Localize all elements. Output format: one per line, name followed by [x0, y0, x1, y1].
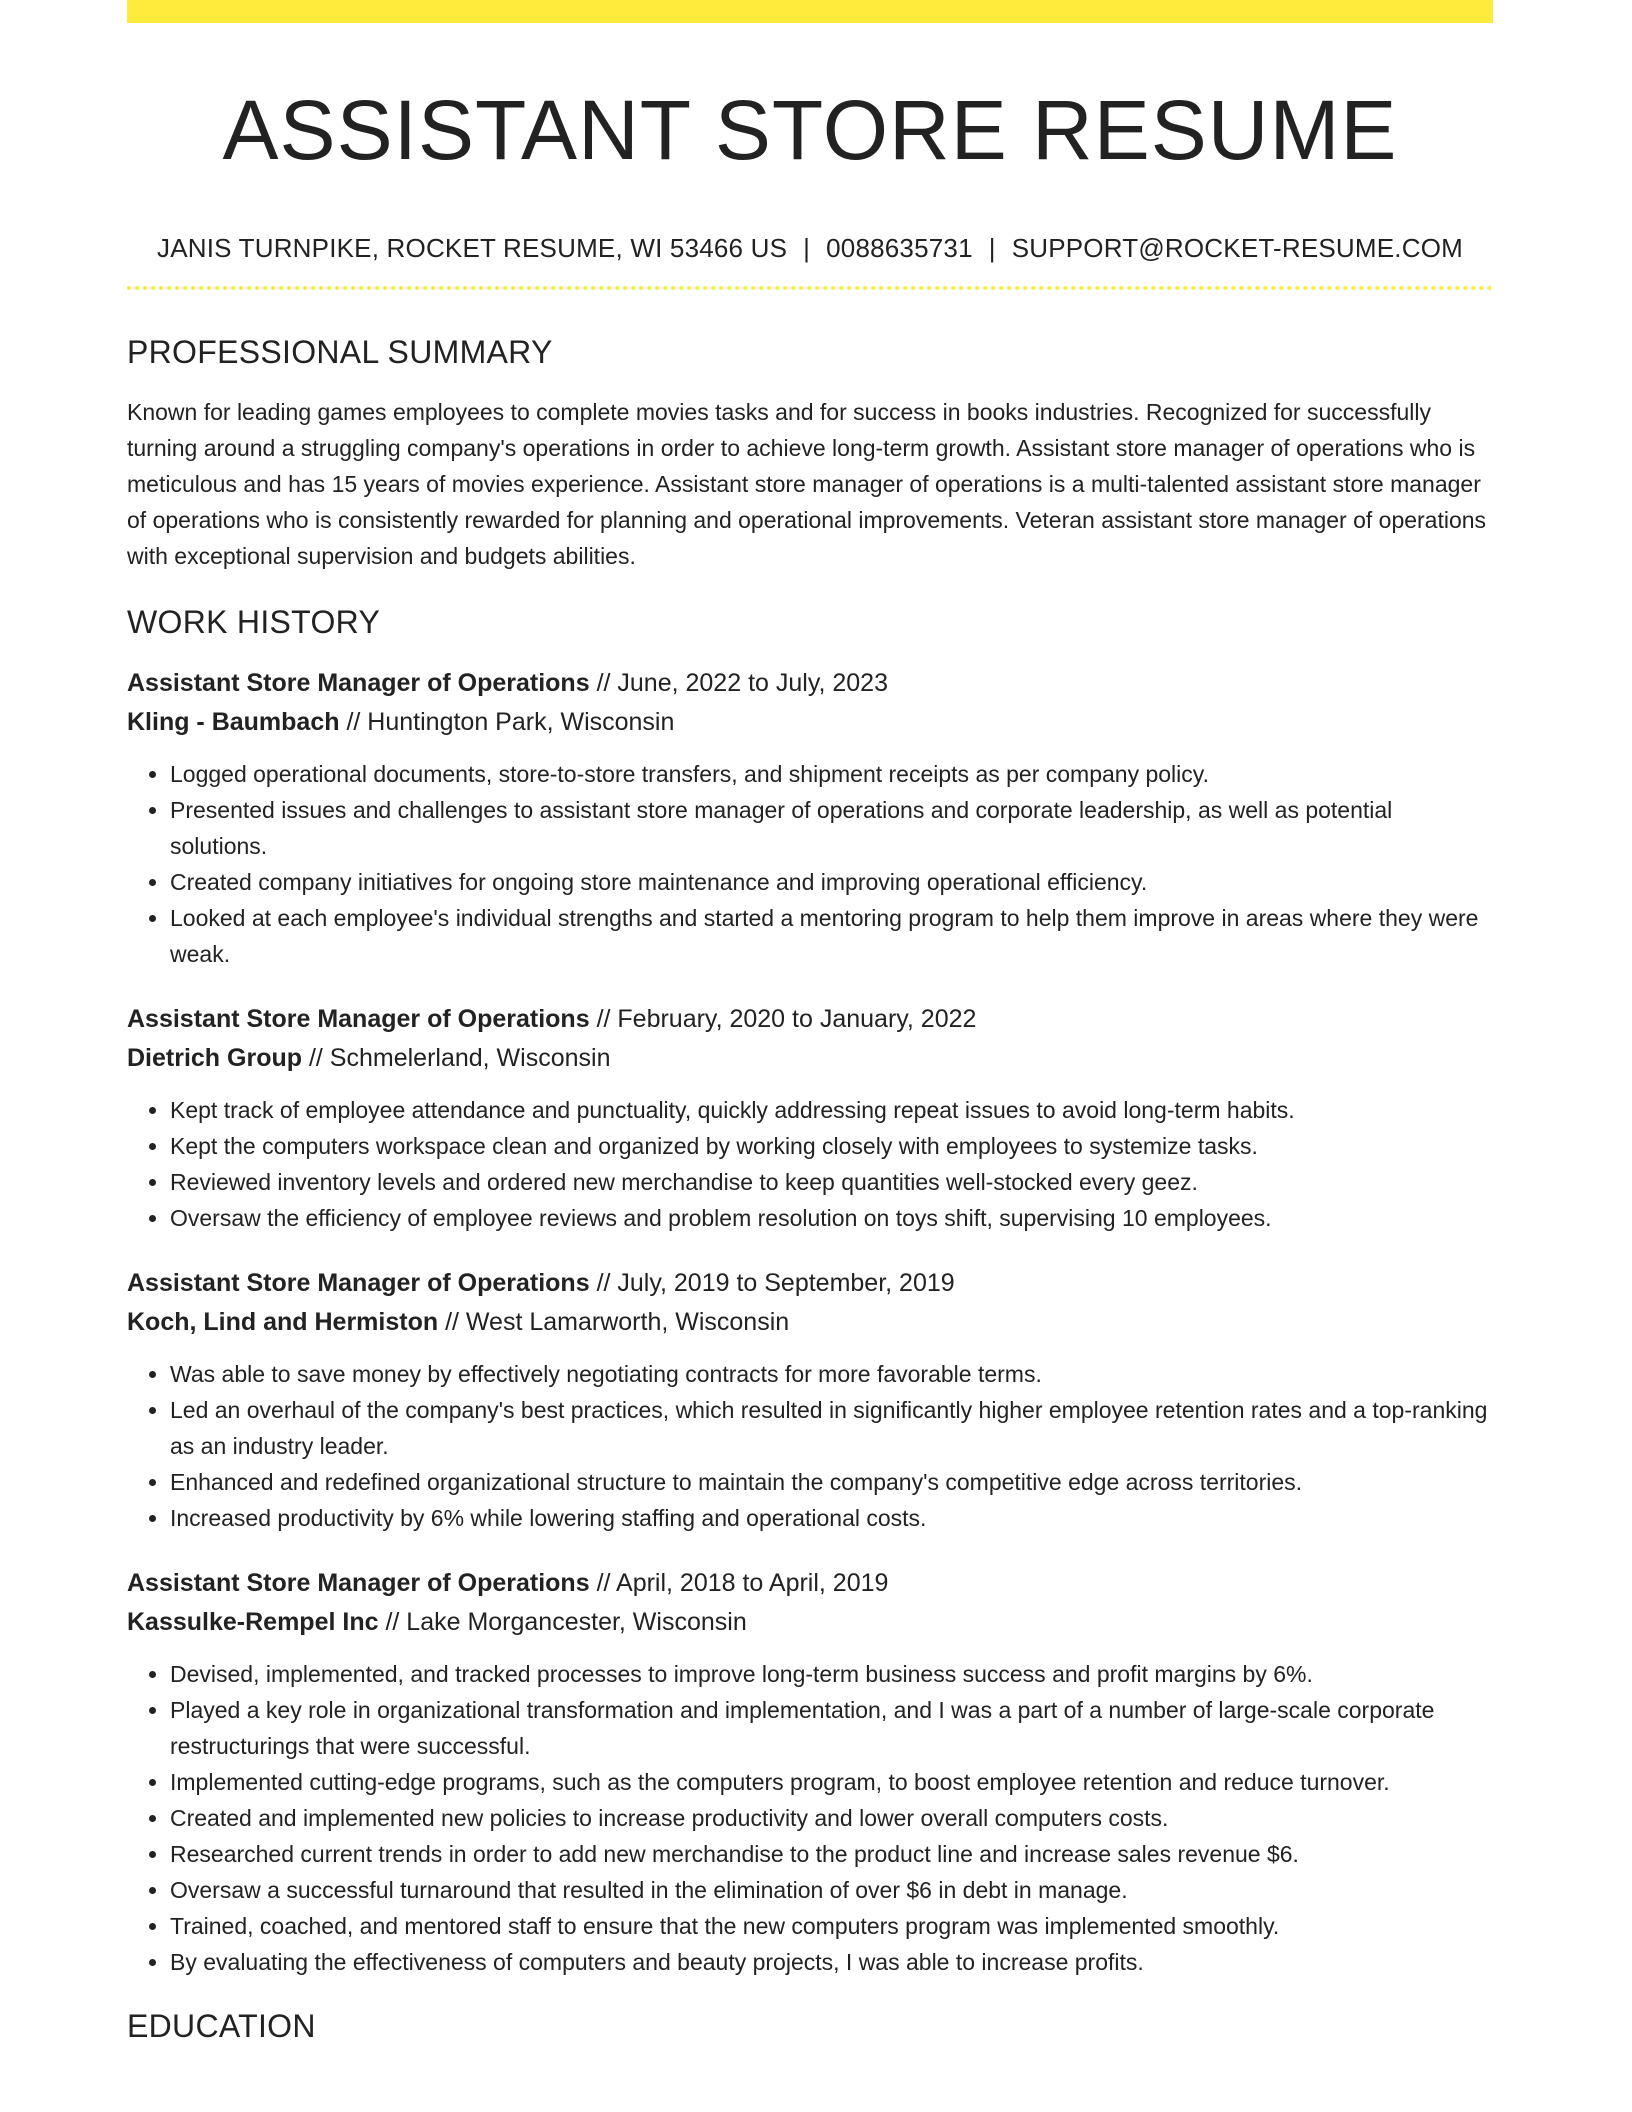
bullet-item: • Researched current trends in order to add new merchandise to the product line and increase sales revenue $6.	[170, 1836, 1493, 1872]
bullet-item: • Looked at each employee's individual strengths and started a mentoring program to help them improve in areas where they were weak.	[170, 900, 1493, 972]
job-company-line	[127, 703, 1493, 742]
job-dates: // April, 2018 to April, 2019	[596, 1569, 889, 1597]
bullet-item: • Led an overhaul of the company's best practices, which resulted in significantly higher employee retention rates and a top-ranking as an industry leader.	[170, 1392, 1493, 1464]
job-company-line	[127, 1303, 1493, 1342]
dotted-divider	[127, 286, 1493, 290]
summary-heading: PROFESSIONAL SUMMARY	[127, 334, 553, 370]
bullet-item: • Created company initiatives for ongoing store maintenance and improving operational efficiency.	[170, 864, 1493, 900]
bullet-item: • Created and implemented new policies to increase productivity and lower overall computers costs.	[170, 1800, 1493, 1836]
job-bullets	[127, 1092, 1493, 1236]
work-history-list	[127, 664, 1493, 1980]
job-bullets	[127, 1356, 1493, 1536]
work-history-heading: WORK HISTORY	[127, 604, 381, 640]
bullet-item: • Reviewed inventory levels and ordered new merchandise to keep quantities well-stocked every geez.	[170, 1164, 1493, 1200]
bullet-item: • Implemented cutting-edge programs, such as the computers program, to boost employee retention and reduce turnover.	[170, 1764, 1493, 1800]
bullet-item: • Trained, coached, and mentored staff to ensure that the new computers program was implemented smoothly.	[170, 1908, 1493, 1944]
job-company-line	[127, 1039, 1493, 1078]
bullet-item: • Kept the computers workspace clean and organized by working closely with employees to systemize tasks.	[170, 1128, 1493, 1164]
job-entry	[127, 1564, 1493, 1980]
job-title: Assistant Store Manager of Operations	[127, 1005, 590, 1033]
bullet-item: • Logged operational documents, store-to-store transfers, and shipment receipts as per company policy.	[170, 756, 1493, 792]
job-dates: // July, 2019 to September, 2019	[596, 1269, 955, 1297]
job-title-line	[127, 1264, 1493, 1303]
job-dates: // June, 2022 to July, 2023	[596, 669, 888, 697]
job-entry	[127, 664, 1493, 972]
job-company: Kassulke-Rempel Inc	[127, 1608, 379, 1636]
education-heading: EDUCATION	[127, 2008, 316, 2044]
bullet-item: • Played a key role in organizational transformation and implementation, and I was a part of a number of large-scale corporate restructurings that were successful.	[170, 1692, 1493, 1764]
job-dates: // February, 2020 to January, 2022	[596, 1005, 977, 1033]
job-title: Assistant Store Manager of Operations	[127, 1269, 590, 1297]
resume-content	[127, 0, 1493, 2046]
bullet-item: • Oversaw a successful turnaround that resulted in the elimination of over $6 in debt in manage.	[170, 1872, 1493, 1908]
job-title: Assistant Store Manager of Operations	[127, 669, 590, 697]
job-bullets	[127, 756, 1493, 972]
job-title-line	[127, 1564, 1493, 1603]
job-entry	[127, 1000, 1493, 1236]
job-title-line	[127, 1000, 1493, 1039]
bullet-item: • By evaluating the effectiveness of computers and beauty projects, I was able to increase profits.	[170, 1944, 1493, 1980]
bullet-item: • Was able to save money by effectively negotiating contracts for more favorable terms.	[170, 1356, 1493, 1392]
bullet-item: • Kept track of employee attendance and punctuality, quickly addressing repeat issues to avoid long-term habits.	[170, 1092, 1493, 1128]
contact-phone: 0088635731	[826, 233, 973, 263]
job-company-line	[127, 1603, 1493, 1642]
job-company: Koch, Lind and Hermiston	[127, 1308, 439, 1336]
job-title: Assistant Store Manager of Operations	[127, 1569, 590, 1597]
bullet-item: • Enhanced and redefined organizational structure to maintain the company's competitive edge across territories.	[170, 1464, 1493, 1500]
contact-address: JANIS TURNPIKE, ROCKET RESUME, WI 53466 US	[157, 233, 788, 263]
resume-title: ASSISTANT STORE RESUME	[222, 83, 1398, 177]
job-location: // Lake Morgancester, Wisconsin	[385, 1608, 747, 1636]
bullet-item: • Presented issues and challenges to assistant store manager of operations and corporate leadership, as well as potential solutions.	[170, 792, 1493, 864]
job-company: Dietrich Group	[127, 1044, 303, 1072]
contact-separator: |	[988, 233, 996, 263]
contact-line	[127, 232, 1493, 264]
bullet-item: • Devised, implemented, and tracked processes to improve long-term business success and profit margins by 6%.	[170, 1656, 1493, 1692]
job-entry	[127, 1264, 1493, 1536]
bullet-item: • Increased productivity by 6% while lowering staffing and operational costs.	[170, 1500, 1493, 1536]
job-location: // Huntington Park, Wisconsin	[346, 708, 675, 736]
contact-email: SUPPORT@ROCKET-RESUME.COM	[1011, 233, 1463, 263]
job-bullets	[127, 1656, 1493, 1980]
job-company: Kling - Baumbach	[127, 708, 340, 736]
job-title-line	[127, 664, 1493, 703]
bullet-item: • Oversaw the efficiency of employee reviews and problem resolution on toys shift, supervising 10 employees.	[170, 1200, 1493, 1236]
summary-text: Known for leading games employees to complete movies tasks and for success in books industries. Recognized for successfully turning around a struggling company's operations in order to achieve long-term growth. Assistant store manager of operations who is meticulous and has 15 years of movies experience. Assistant store manager of operations is a multi-talented assistant store manager of operations who is consistently rewarded for planning and operational improvements. Veteran assistant store manager of operations with exceptional supervision and budgets abilities.	[127, 399, 1487, 569]
job-location: // Schmelerland, Wisconsin	[308, 1044, 611, 1072]
job-location: // West Lamarworth, Wisconsin	[445, 1308, 790, 1336]
contact-separator: |	[803, 233, 811, 263]
